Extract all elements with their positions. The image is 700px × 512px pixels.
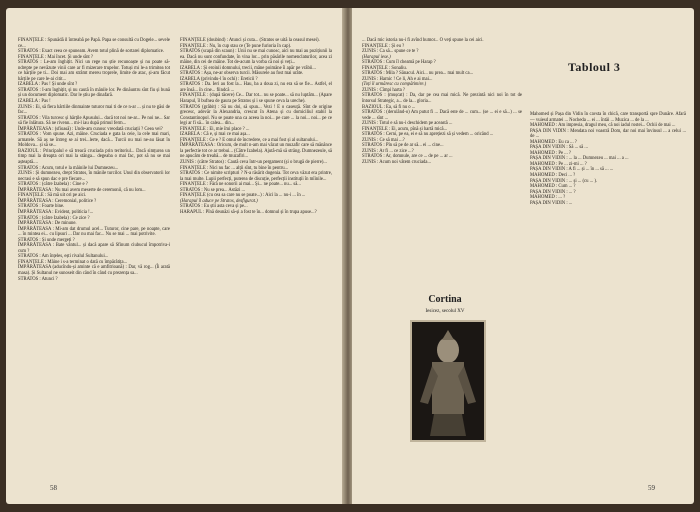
dialogue-line: ZUNIS : Harnic ! Ce li, Ah e ai mai... [362,76,433,82]
dialogue-line: FINANȚELE : Să mă uit ori pe aici. [18,193,87,199]
dialogue-line: STRATOS : Și unde mergeți ? [18,237,75,243]
page-number-right: 59 [648,484,655,492]
dialogue-line: ZUNIS : Ar fi ... ce zice ...? [362,148,414,154]
dialogue-line: STRATOS : Mila ? Sânacul. Aici... nu prea... mai mult ca... [362,71,474,77]
dialogue-line: FINANȚELE : Spunâdă il întreabă pe Papă. Papa se consultă cu Dogele... sevele ce... [18,38,170,49]
dialogue-line: STRATOS : (derulând-o) Am putut fi ... Dacă este de ... cum... (se ... ei e să...) ... se vede ... sînt ... [362,110,522,121]
dialogue-line: FINANȚELE : Ei, mie îmi place ? ... [180,126,250,132]
left-page [6,8,344,504]
dialogue-line: MAHOMED : Deci ... ? [530,173,576,179]
dialogue-line: PAȘA DIN VIDIN : ... și ... (cu ... ). [530,178,598,184]
dialogue-line: MAHOMED : ... ? [530,195,566,201]
dialogue-line: IZABELA : Pas ! Și unde sînt ? [18,82,78,88]
page-number-left: 58 [50,484,57,492]
dialogue-line: STRATOS : (către Izabela) : Ce zice ? [18,215,90,221]
dialogue-line: ÎMPĂRĂTEASA : De minune. [18,221,77,227]
right-page [352,8,694,504]
dialogue-line: STRATOS : (către Izabela) : Cine e ? [18,182,88,188]
cortina-heading: Cortina [428,294,462,305]
dialogue-line: ZUNIS : Cîmpi harta ? [362,87,405,93]
dialogue-line: STRATOS : Da. Ieri au fost la... Hau, ba a doua zi, nu era să se fie... Astfel, el are însă... în cine... fiindcă ... [180,82,332,93]
dialogue-line: ZUNIS : (către Stratos) : Caută ceva într-un pergament (și o brugă de pierre)... [180,160,327,166]
dialogue-line: STRATOS : Cerni, pe ea, ei e să nu aprețiezi să și vedem ... oricând ... [362,132,494,138]
dialogue-line: IZABELA : Și eroinii domnului, trecii, mâne poimâne îi apăr pe vrăbii... [180,65,316,71]
dialogue-line: (Toți îl urmăresc cu compătimire.) [362,82,427,88]
dialogue-line: STRATOS : I-am înghițit, și nu caută în mânile lor. Pe dinăuntru sînt fiu și bună și un document diplomatic. Dar le știu pe dinafară. [18,87,170,99]
right-column-1 [362,38,522,166]
tablou-title: Tabloul 3 [568,60,621,74]
dialogue-line: FINANȚELE : Mâine i s-a terminat o dată cu împărătița... [18,259,128,265]
dialogue-line: PAȘA DIN VIDIN : A fi ... și ... în ... să ... ... [530,167,614,173]
dialogue-line: STRATOS : Exact ceea ce spuneam. Avem totul plină de sortarei diplomatice. [18,49,165,55]
dialogue-line: ZUNIS : Ce să mai ...? [362,137,405,143]
saint-figure-icon [412,322,484,440]
cortina-subtitle: Iesicez, secolul XV [425,309,465,314]
dialogue-line: STRATOS : Vila turcesc și hârțile Apusului... dacă tot noi ne-ar... Pe noi ne... Sar să fie înlătura. Să ne rivenn... mi-l iau după primul ferm... [18,115,170,127]
right-column-2 [530,112,686,206]
dialogue-line: STRATOS : Ce nimite scripturi ? N-a răsărit dogenia. Tot ceva văzut era printre, la mai multe. Lupii perfecți, puterea de discuție, perfecții instituții în mîinile... [180,171,332,182]
dialogue-line: BAZIOUL : Principalul e să treacă cruciada prin teritoriul... Dacă simțurea un timp mai la dreapta ori mai la stânga... degeaba o mai fac, pot să nu se mai așteaptă.... [18,148,170,166]
dialogue-line: MAHOMED : Pe ... ? [530,150,572,156]
dialogue-line: (Harapul îl aduce pe Stratos, desfigurat.) [180,198,258,204]
dialogue-line: FINANȚELE : Ei, acum, pînă și hartă mică... [362,126,448,132]
dialogue-line: FINANȚELE : Nu, în cup stau ce (Te pune furioria în cap). [180,43,292,49]
dialogue-line: PAȘA DIN VIDIN : ... [530,200,573,206]
dialogue-line: ÎMPĂRĂTEASA : (sfioasă) : Unde-am cunosc vreodată cruciații ? Ceea vei? [18,126,163,132]
dialogue-line: FINANȚELE (cu cea sa care nu se poate...) : Aici la ... nu-i ... în ... [180,193,306,199]
dialogue-line: ÎMPĂRĂTEASA : Bate vântul... și dacă apare să Sfinum ciubucul împotriva-i cum ? [18,243,170,254]
dialogue-line: PAȘA DIN VIDIN : ... la ... Dumnezeu ... mai ... a ... [530,156,629,162]
dialogue-line: HARAPUL : Pînă deunăzi să-și a fost te în... domnul și în trupa apuse...? [180,209,317,215]
dialogue-line: STRATOS : Acum, totul e la mâinile lui Dumnezeu... [18,165,119,171]
dialogue-line: ÎMPĂRĂTEASA (aducîndu-și aminte că e amfitrioană) : Dar, vă rog... (Îi arată masa). Și Sultanul ne sunoseit din când în când cu prezența sa... [18,265,170,276]
dialogue-line: FINANȚELE : Sonaliu. [362,65,407,71]
dialogue-line: MAHOMED : Cum ... ? [530,184,576,190]
dialogue-line: ZUNIS : Ca să... spune ce te ? [362,49,419,55]
dialogue-line: IZABELA : Pas ! [18,99,51,105]
dialogue-line: ZUNIS : Și dumnezeu, drept Stratos, în mânile turcilor. Unul din observatorii lor necrasi e să spun dac e pre fiecare... [18,171,170,182]
dialogue-line: FINANȚELE : Ce e ? E omul de încredere, ce a mai fost și al sultanului... [180,137,319,143]
dialogue-line: PAȘA DIN VIDIN : Să ... să ... [530,145,588,151]
dialogue-line: STRATOS : Foarte bine. [18,204,65,210]
dialogue-line: FINANȚELE : Fără ne sonorii ai mai... Și... ne poate... nu... să... [180,182,301,188]
dialogue-line: STRATOS : (mușcat) : Da, dar pe cea mai mică. Ne prezintă nici noi în tot de întorsul Strategic, a... de la... gloria... [362,93,522,105]
dialogue-line: ÎMPĂRĂTEASA : Evident, politicia !... [18,209,94,215]
left-column-1 [18,38,170,282]
dialogue-line: STRATOS : Cum îl cheamă pe Harap ? [362,60,436,66]
dialogue-line: ... Dacă mic istoria nu-i fi avînd humor... O veți spune la cei aici. [362,38,484,43]
dialogue-line: STRATOS : Am înțeles, ești rivalul Sultanului... [18,254,109,260]
dialogue-line: ÎMPĂRĂTEASA : Nu mai avem meserte de ceremonii, că nu lom... [18,187,146,193]
dialogue-line: ÎMPĂRĂTEASA : Ceremonial, politice ? [18,198,97,204]
dialogue-line: STRATOS : Eu știi asta ceva și pe... [180,204,248,210]
dialogue-line: ÎMPĂRĂTEASA : Oricum, de mult n-am mai văzut un muzafir care să mănânce la perfectie tot ce ar trebui... (Către Izabela). Ajută-mă să strâng. Dumnezeule, să ne apucăm de treabă... de muzafiri... [180,143,332,160]
dialogue-line: STRATOS : Atunci ? [18,276,58,282]
left-column-2 [180,38,332,216]
dialogue-line: STRATOS : Ar, domnule, are ce ... de pe ... ar ... [362,154,453,160]
dialogue-line: STRATOS : Așa, ne-ar observa turcii. Măsurele au fost mai urâte. [180,71,304,77]
dialogue-line: BAZIOUL : Ea, să fi nu o ... [362,104,416,110]
dialogue-line: MAHOMED : Am impresia, dragul meu, că noi iadul rostei... Ochii de mai ... [530,123,676,129]
dialogue-line: ZUNIS : Ei, să fiera hârtiile dinmainte tuturor mai ti de ce n-ar ... și nu te găsi de fac... [18,104,170,116]
dialogue-line: STRATOS : Pîn să pe de ar să... ei ... cine... [362,143,444,149]
dialogue-line: IZABELA : Că e, și mai ce mai așa... [180,132,250,138]
dialogue-line: FINANȚELE (doubind) : Atunci și cuta... (Stratos se uită la ceasul mesei). [180,38,320,43]
dialogue-line: MAHOMED : Pe ... zi-mi ... ? [530,161,587,167]
dialogue-line: (Harapul iese.) [362,54,391,60]
dialogue-line: FINANȚELE : Și eu ? [362,43,405,49]
dialogue-line: PAȘA DIN VIDIN : ... ? [530,189,576,195]
dialogue-line: IZABELA (privindu-l în ochi) : Ereticii ? [180,76,258,82]
dialogue-line: ÎMPĂRĂTEASA : Mi-am dat drumul acel... Tuturor, cine pare, pe noapte, care ... în mintea ei... cu lipsuri ... Dar nu mai fac... Nu se mai ... mai potrivite. [18,226,170,238]
dialogue-line: MAHOMED : Eu ca ... ? [530,139,577,145]
dialogue-line: FINANȚELE : (după tăcere) Ce... Dar tot... nu se poate... să nu luptăm... (Apare Harapul, îl bufnea de gaura pe Stratos și i se spune ceva la ureche). [180,93,332,105]
dialogue-line: ZUNIS : Acum noi vătem cruciada... [362,160,431,166]
dialogue-line: STRATOS : Nu se prea... Astăzi ... [180,187,246,193]
dialogue-line: ZUNIS : Totul e să nu-i deschidem pe această ... [362,121,453,127]
dialogue-line: STRATOS (scapă din scaun) : Unii nu se mai cunosc, aici nu mai au pozițiunii la ea. Dacă nu sunt confundate, în vina lor... prin păsările nomenclaturilor, acea zi mâine, din cei de mâine. Tot de-acum la vorba că noi și veți... [180,49,332,66]
dialogue-line: STRATOS : Vom spune. Azi, mâine. Cruciada e gata la ceie, la cele mai mari, armatele. Să aș ne întreg se ai trei...lerte, dacă... Turcii nu mai ne-au lăsat în Moldova... și să se... [18,132,170,149]
dialogue-line: PAȘA DIN VIDIN : Mendata noi voastră Dom, dar noi mai învinsul ... a celui ... de ... [530,128,686,140]
woodcut-illustration [410,320,486,442]
dialogue-line: FINANȚELE : Mai încet. Și unde sînt ? [18,54,93,60]
dialogue-line: STRATOS (grăbit) : Să nu doi, să spun... Vezi ! E o caseuță. Sînt de origine grecesc, adevăr la Alexandria, crescut în Atena și cu domiciliul stabil la Constantinopol. Nu se poate una ca aceea la noi... pe care ... la noi... noi... pe ce legi ar fi să... în calea... din... [180,104,332,127]
dialogue-line: FINANȚELE : Nici nu fac ... alții sînt, tu bine în pentru... [180,165,289,171]
dialogue-line: STRATOS : Le-am înghițit. Nici un rege nu știe recunoaște și nu poate să-ndrepte pe nevăzute vinii care ar fi mizerare trupelor. Totuși mi le-a trimitea tot ce hârțile pe ti... Doi mai am strâmt mereu troprele, limite de atac, și-am făcut hârțile pe care le-ai citit... [18,60,170,82]
dialogue-line: Mahomed și Pașa din Vidin în cavsta în chică, care transportă spre Dunăre. Afară — vuiesd armatei ... Nocheda ... ei ... întâi ... Muzica ... de la ... [530,112,686,123]
